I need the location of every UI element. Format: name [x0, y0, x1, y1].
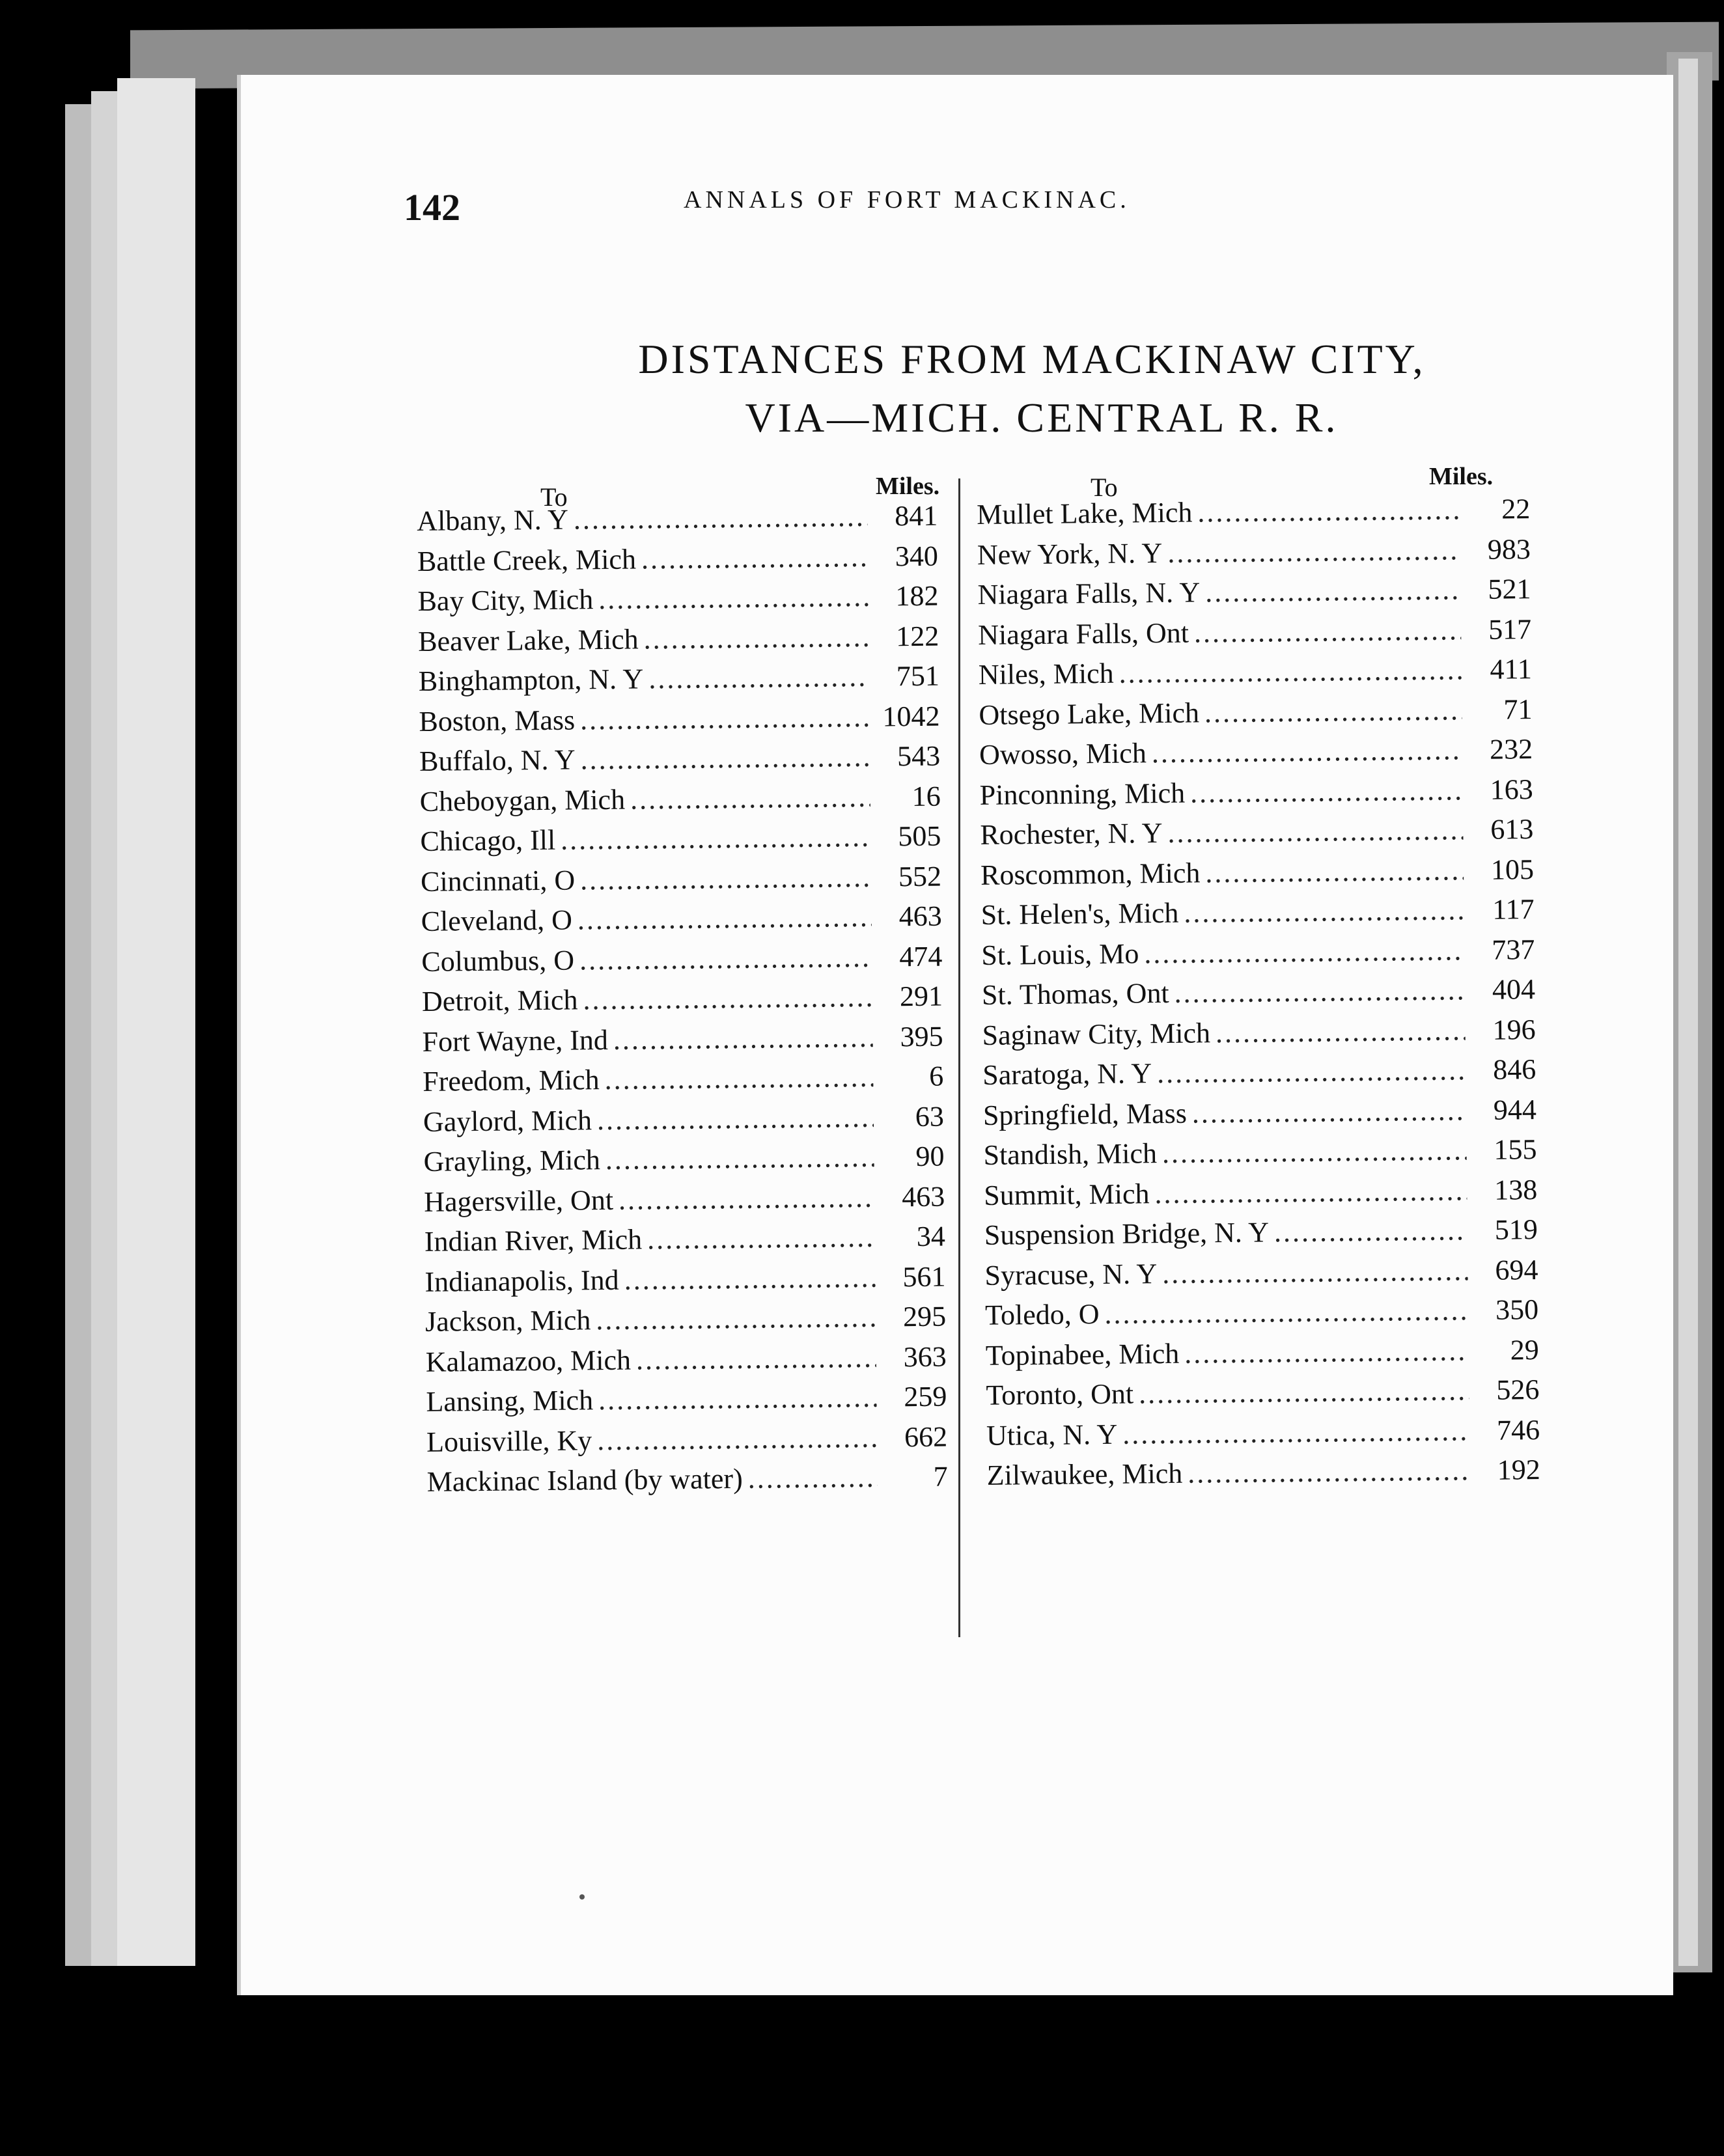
dot-leader	[596, 1301, 876, 1336]
destination-name: Beaver Lake, Mich	[417, 622, 639, 657]
dot-leader	[1157, 1053, 1466, 1090]
destination-name: Kalamazoo, Mich	[425, 1344, 632, 1378]
dot-leader	[1194, 613, 1462, 649]
dot-leader	[561, 820, 871, 857]
destination-name: Suspension Bridge, N. Y	[984, 1216, 1270, 1251]
distance-miles: 138	[1494, 1173, 1538, 1206]
dot-leader	[1144, 933, 1464, 970]
distance-miles: 163	[1490, 773, 1533, 806]
destination-name: St. Helen's, Mich	[980, 896, 1179, 931]
destination-name: Cheboygan, Mich	[419, 783, 626, 818]
distance-row	[986, 1333, 1540, 1379]
dot-leader	[641, 540, 868, 575]
distance-miles: 182	[895, 579, 939, 613]
distance-row	[424, 1220, 946, 1265]
left-distance-column	[417, 499, 948, 1506]
distance-row	[984, 1213, 1538, 1258]
destination-name: Utica, N. Y	[986, 1418, 1118, 1452]
distance-miles: 259	[904, 1380, 947, 1413]
dot-leader	[1216, 1014, 1466, 1049]
destination-name: Lansing, Mich	[426, 1384, 594, 1418]
destination-name: Battle Creek, Mich	[417, 542, 637, 577]
destination-name: Boston, Mass	[419, 703, 576, 738]
distance-row	[984, 1253, 1538, 1299]
dot-leader	[1162, 1254, 1468, 1290]
right-miles-header: Miles.	[1429, 463, 1494, 490]
dot-leader	[1104, 1293, 1468, 1331]
distance-row	[984, 1173, 1538, 1219]
distance-row	[986, 1413, 1540, 1459]
distance-miles: 1042	[882, 700, 940, 733]
dot-leader	[1192, 1094, 1467, 1129]
paper-speck	[579, 1894, 585, 1900]
destination-name: New York, N. Y	[977, 536, 1163, 571]
distance-miles: 192	[1497, 1454, 1540, 1486]
distance-row	[982, 973, 1536, 1018]
destination-name: Albany, N. Y	[417, 503, 569, 537]
destination-name: Fort Wayne, Ind	[422, 1023, 609, 1058]
destination-name: Buffalo, N. Y	[419, 743, 576, 777]
distance-row	[424, 1180, 945, 1225]
dot-leader	[630, 780, 870, 816]
distance-miles: 63	[915, 1100, 945, 1133]
distance-miles: 90	[915, 1140, 945, 1173]
distance-row	[417, 579, 939, 625]
distance-miles: 561	[902, 1260, 946, 1293]
distance-row	[419, 739, 941, 785]
dot-leader	[1184, 893, 1464, 930]
distance-row	[422, 1019, 943, 1065]
destination-name: Otsego Lake, Mich	[979, 696, 1200, 731]
distance-miles: 363	[903, 1340, 947, 1373]
distance-miles: 983	[1487, 532, 1531, 566]
distance-miles: 155	[1494, 1133, 1537, 1166]
distance-row	[425, 1300, 947, 1346]
dot-leader	[1167, 813, 1463, 850]
distance-row	[980, 812, 1534, 858]
destination-name: Toledo, O	[984, 1298, 1100, 1331]
dot-leader	[1197, 493, 1460, 529]
destination-name: Mackinac Island (by water)	[426, 1462, 743, 1498]
distance-row	[426, 1460, 948, 1506]
distance-row	[426, 1340, 947, 1385]
destination-name: Niagara Falls, Ont	[977, 616, 1189, 651]
dot-leader	[643, 620, 869, 656]
destination-name: Gaylord, Mich	[423, 1103, 592, 1138]
distance-row	[418, 619, 939, 665]
distance-miles: 694	[1495, 1253, 1538, 1286]
distance-row	[420, 779, 941, 825]
destination-name: Topinabee, Mich	[985, 1337, 1180, 1372]
destination-name: Indianapolis, Ind	[424, 1264, 619, 1298]
distance-row	[977, 532, 1531, 578]
destination-name: Toronto, Ont	[986, 1377, 1134, 1411]
destination-name: Cleveland, O	[421, 904, 573, 937]
distance-row	[420, 820, 941, 865]
distance-row	[423, 1140, 945, 1185]
distance-miles: 71	[1503, 693, 1533, 726]
destination-name: Columbus, O	[421, 944, 575, 978]
dot-leader	[1152, 733, 1463, 769]
dot-leader	[1205, 853, 1464, 889]
distance-miles: 552	[898, 860, 942, 892]
dot-leader	[1174, 973, 1465, 1010]
distance-miles: 7	[933, 1460, 948, 1493]
distance-row	[977, 492, 1531, 538]
distance-row	[417, 539, 939, 585]
distance-miles: 404	[1492, 973, 1536, 1006]
distance-miles: 232	[1489, 733, 1533, 766]
distance-miles: 295	[902, 1300, 947, 1333]
dot-leader	[1122, 1414, 1469, 1451]
destination-name: Zilwaukee, Mich	[986, 1457, 1183, 1491]
destination-name: Saginaw City, Mich	[982, 1016, 1211, 1051]
dot-leader	[1162, 1133, 1467, 1170]
distance-miles: 944	[1493, 1093, 1537, 1126]
dot-leader	[579, 940, 872, 976]
destination-name: Grayling, Mich	[423, 1144, 601, 1178]
dot-leader	[598, 580, 869, 616]
dot-leader	[1154, 1174, 1467, 1210]
dot-leader	[577, 900, 872, 937]
distance-miles: 517	[1488, 613, 1532, 646]
dot-leader	[624, 1260, 875, 1296]
destination-name: Rochester, N. Y	[980, 817, 1163, 851]
dot-leader	[1184, 1334, 1469, 1370]
distance-miles: 22	[1501, 493, 1531, 525]
dot-leader	[636, 1340, 876, 1376]
distance-miles: 737	[1492, 933, 1535, 966]
distance-miles: 463	[901, 1180, 945, 1213]
dot-leader	[580, 860, 871, 896]
distance-row	[419, 699, 940, 745]
distance-row	[424, 1260, 946, 1305]
distance-row	[979, 652, 1533, 698]
distance-miles: 196	[1492, 1013, 1536, 1046]
dot-leader	[605, 1140, 874, 1176]
destination-name: Indian River, Mich	[424, 1223, 643, 1258]
distance-miles: 16	[911, 780, 941, 812]
destination-name: Bay City, Mich	[417, 583, 594, 617]
dot-leader	[1204, 693, 1462, 729]
dot-leader	[598, 1381, 877, 1417]
destination-name: Cincinnati, O	[420, 863, 576, 898]
dot-leader	[613, 1020, 873, 1056]
distance-row	[986, 1453, 1540, 1499]
destination-name: Syracuse, N. Y	[984, 1257, 1158, 1292]
distance-miles: 746	[1496, 1413, 1540, 1446]
destination-name: St. Louis, Mo	[981, 937, 1139, 971]
distance-miles: 613	[1490, 813, 1534, 846]
dot-leader	[604, 1060, 873, 1096]
right-to-header: To	[1091, 473, 1118, 502]
distance-row	[419, 659, 940, 705]
distance-row	[426, 1420, 948, 1465]
destination-name: Niles, Mich	[978, 657, 1114, 691]
distance-miles: 350	[1495, 1293, 1539, 1326]
dot-leader	[1274, 1213, 1467, 1249]
dot-leader	[580, 700, 870, 736]
destination-name: Roscommon, Mich	[980, 856, 1201, 891]
left-to-header: To	[540, 482, 568, 512]
destination-name: Springfield, Mass	[982, 1097, 1188, 1131]
page-stack-left-edge	[117, 78, 195, 1966]
dot-leader	[648, 660, 869, 696]
distance-row	[986, 1373, 1540, 1418]
page-number: 142	[404, 186, 460, 228]
distance-miles: 751	[896, 659, 940, 693]
column-divider	[958, 478, 960, 1637]
destination-name: Louisville, Ky	[426, 1424, 592, 1458]
destination-name: Mullet Lake, Mich	[977, 496, 1193, 531]
distance-miles: 662	[904, 1420, 948, 1453]
dot-leader	[1188, 1454, 1470, 1490]
running-title: ANNALS OF FORT MACKINAC.	[684, 186, 1130, 214]
distance-miles: 463	[898, 900, 942, 933]
destination-name: Binghampton, N. Y	[418, 663, 644, 697]
distance-row	[985, 1293, 1539, 1338]
destination-name: Jackson, Mich	[424, 1304, 591, 1338]
distance-miles: 29	[1510, 1333, 1540, 1366]
book-page	[241, 75, 1673, 1995]
destination-name: Chicago, Ill	[420, 823, 556, 857]
distance-miles: 505	[898, 820, 941, 853]
distance-row	[423, 1099, 945, 1145]
dot-leader	[597, 1100, 874, 1136]
dot-leader	[647, 1221, 875, 1256]
destination-name: Saratoga, N. Y	[982, 1057, 1152, 1091]
distance-row	[422, 980, 943, 1025]
dot-leader	[1205, 573, 1461, 609]
distance-row	[982, 1053, 1536, 1098]
distance-miles: 117	[1492, 893, 1535, 926]
destination-name: Freedom, Mich	[423, 1064, 600, 1098]
destination-name: Owosso, Mich	[979, 737, 1147, 771]
distance-miles: 519	[1494, 1213, 1538, 1246]
distance-miles: 122	[895, 620, 939, 652]
destination-name: Detroit, Mich	[421, 984, 578, 1017]
distance-row	[982, 1013, 1536, 1058]
dot-leader	[583, 980, 872, 1017]
dot-leader	[1190, 773, 1463, 809]
distance-row	[421, 859, 942, 905]
destination-name: Hagersville, Ont	[423, 1183, 614, 1218]
distance-miles: 34	[916, 1220, 946, 1253]
dot-leader	[597, 1420, 877, 1456]
distance-miles: 291	[899, 980, 943, 1013]
distance-row	[979, 693, 1533, 738]
distance-miles: 6	[928, 1060, 944, 1092]
distance-miles: 340	[895, 540, 939, 572]
left-miles-header: Miles.	[876, 473, 940, 500]
right-distance-column	[977, 492, 1540, 1499]
destination-name: Pinconning, Mich	[979, 777, 1186, 811]
destination-name: Standish, Mich	[983, 1137, 1158, 1171]
distance-row	[979, 732, 1533, 778]
dot-leader	[619, 1180, 875, 1216]
distance-miles: 841	[894, 499, 938, 532]
distance-miles: 846	[1492, 1053, 1536, 1086]
dot-leader	[1119, 653, 1462, 690]
distance-row	[417, 499, 938, 545]
table-title-line-2: VIA—MICH. CENTRAL R. R.	[745, 394, 1339, 441]
distance-row	[421, 939, 943, 985]
destination-name: Summit, Mich	[983, 1177, 1150, 1211]
distance-miles: 105	[1490, 853, 1535, 886]
distance-row	[983, 1133, 1537, 1178]
distance-miles: 543	[897, 739, 941, 773]
dot-leader	[1167, 533, 1460, 570]
destination-name: St. Thomas, Ont	[981, 976, 1169, 1011]
distance-row	[980, 773, 1534, 818]
distance-row	[423, 1060, 944, 1105]
distance-row	[980, 892, 1535, 938]
dot-leader	[574, 500, 868, 536]
distance-row	[983, 1093, 1537, 1139]
dot-leader	[580, 740, 870, 777]
distance-row	[981, 933, 1535, 978]
distance-row	[980, 853, 1535, 898]
distance-miles: 411	[1490, 653, 1533, 685]
distance-row	[977, 572, 1531, 618]
distance-row	[426, 1380, 947, 1426]
distance-miles: 521	[1488, 573, 1531, 605]
distance-row	[421, 900, 942, 945]
distance-row	[978, 613, 1532, 658]
dot-leader	[747, 1461, 878, 1495]
distance-miles: 474	[899, 940, 943, 973]
dot-leader	[1139, 1374, 1469, 1410]
table-title-line-1: DISTANCES FROM MACKINAW CITY,	[638, 336, 1426, 382]
distance-miles: 526	[1496, 1374, 1540, 1406]
distance-miles: 395	[900, 1020, 943, 1053]
facing-page-edge	[1678, 59, 1698, 1966]
destination-name: Niagara Falls, N. Y	[977, 576, 1201, 611]
